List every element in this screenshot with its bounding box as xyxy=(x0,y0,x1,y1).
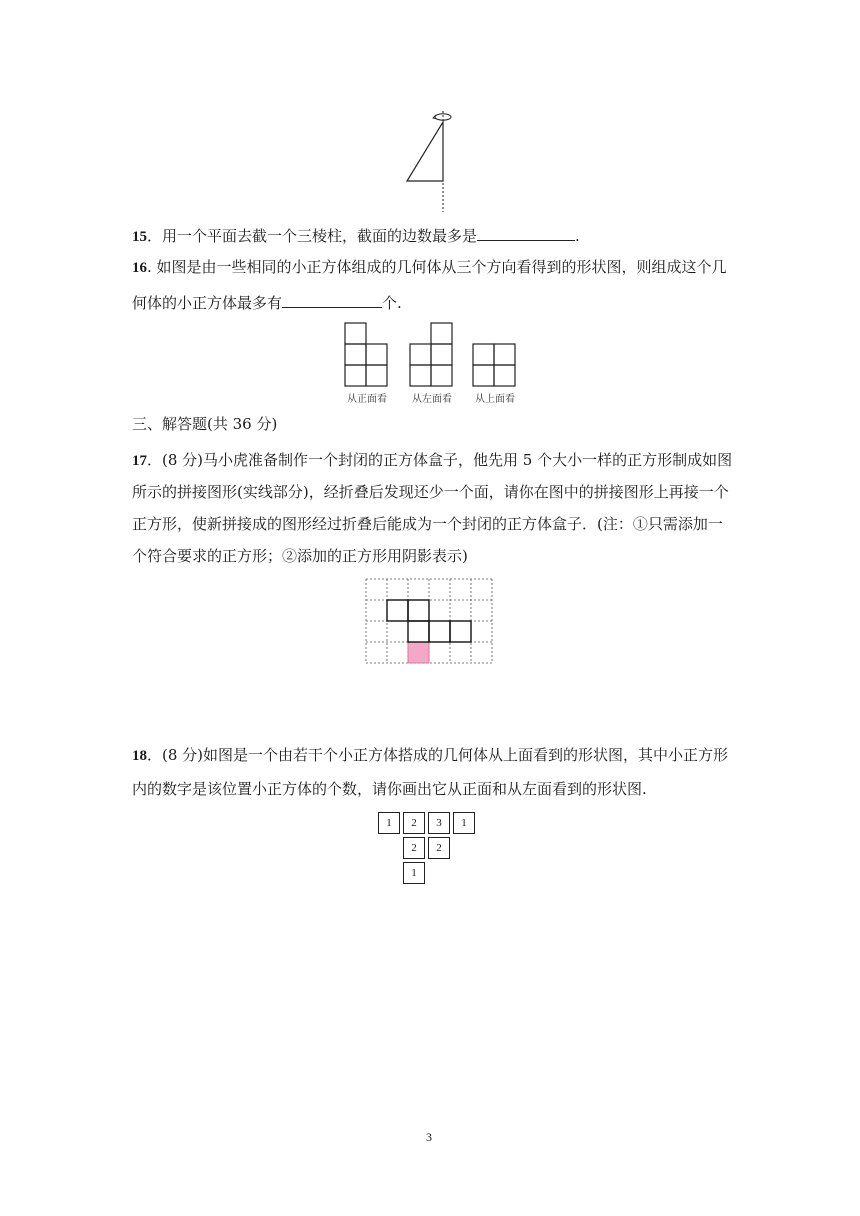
question-text: ．用一个平面去截一个三棱柱，截面的边数最多是 xyxy=(147,227,478,245)
question-text: . 如图是由一些相同的小正方体组成的几何体从三个方向看得到的形状图，则组成这个几 xyxy=(147,258,727,276)
question-18-line-1 xyxy=(132,742,728,769)
question-text: ．(8 分)马小虎准备制作一个封闭的正方体盒子，他先用 5 个大小一样的正方形制成如图 xyxy=(147,451,733,469)
question-16-line-2: 何体的小正方体最多有 个. xyxy=(132,290,402,316)
question-17-line-2: 所示的拼接图形(实线部分)，经折叠后发现还少一个面，请你在图中的拼接图形上再接一个 xyxy=(132,483,729,501)
answer-blank xyxy=(477,224,575,241)
question-17-line-1 xyxy=(132,447,732,474)
answer-blank xyxy=(282,291,382,308)
question-18-line-2: 内的数字是该位置小正方体的个数，请你画出它从正面和从左面看到的形状图. xyxy=(132,780,647,798)
question-number: 15 xyxy=(132,229,147,245)
top-view-number-grid xyxy=(378,812,478,886)
question-17-line-4: 个符合要求的正方形；②添加的正方形用阴影表示) xyxy=(132,547,468,565)
grid-cell: 1 xyxy=(403,862,425,884)
caption-front: 从正面看 xyxy=(347,394,387,405)
grid-cell: 1 xyxy=(453,812,475,834)
grid-cell: 2 xyxy=(403,812,425,834)
grid-cell: 3 xyxy=(428,812,450,834)
question-text: 何体的小正方体最多有 xyxy=(132,294,283,312)
question-number: 17 xyxy=(132,453,147,469)
question-17-line-3: 正方形，使新拼接成的图形经过折叠后能成为一个封闭的正方体盒子．(注：①只需添加一 xyxy=(132,515,723,533)
question-text: ．(8 分)如图是一个由若干个小正方体搭成的几何体从上面看到的形状图，其中小正方形 xyxy=(147,746,729,764)
question-16-line-1 xyxy=(132,254,727,281)
cube-net-grid xyxy=(364,578,494,664)
view-from-top xyxy=(472,343,518,388)
view-from-front xyxy=(344,322,390,388)
page-number: 3 xyxy=(426,1130,432,1144)
caption-left: 从左面看 xyxy=(412,394,452,405)
view-from-left xyxy=(409,322,455,388)
rotation-triangle-figure xyxy=(400,108,460,214)
grid-cell: 1 xyxy=(378,812,400,834)
grid-cell: 2 xyxy=(403,837,425,859)
caption-top: 从上面看 xyxy=(475,394,515,405)
question-number: 16 xyxy=(132,260,147,276)
question-15: 15．用一个平面去截一个三棱柱，截面的边数最多是 . xyxy=(132,223,580,250)
right-triangle xyxy=(407,122,443,181)
shaded-added-square xyxy=(408,642,429,663)
section-title: 三、解答题(共 36 分) xyxy=(132,415,278,433)
question-number: 18 xyxy=(132,748,147,764)
grid-cell: 2 xyxy=(428,837,450,859)
